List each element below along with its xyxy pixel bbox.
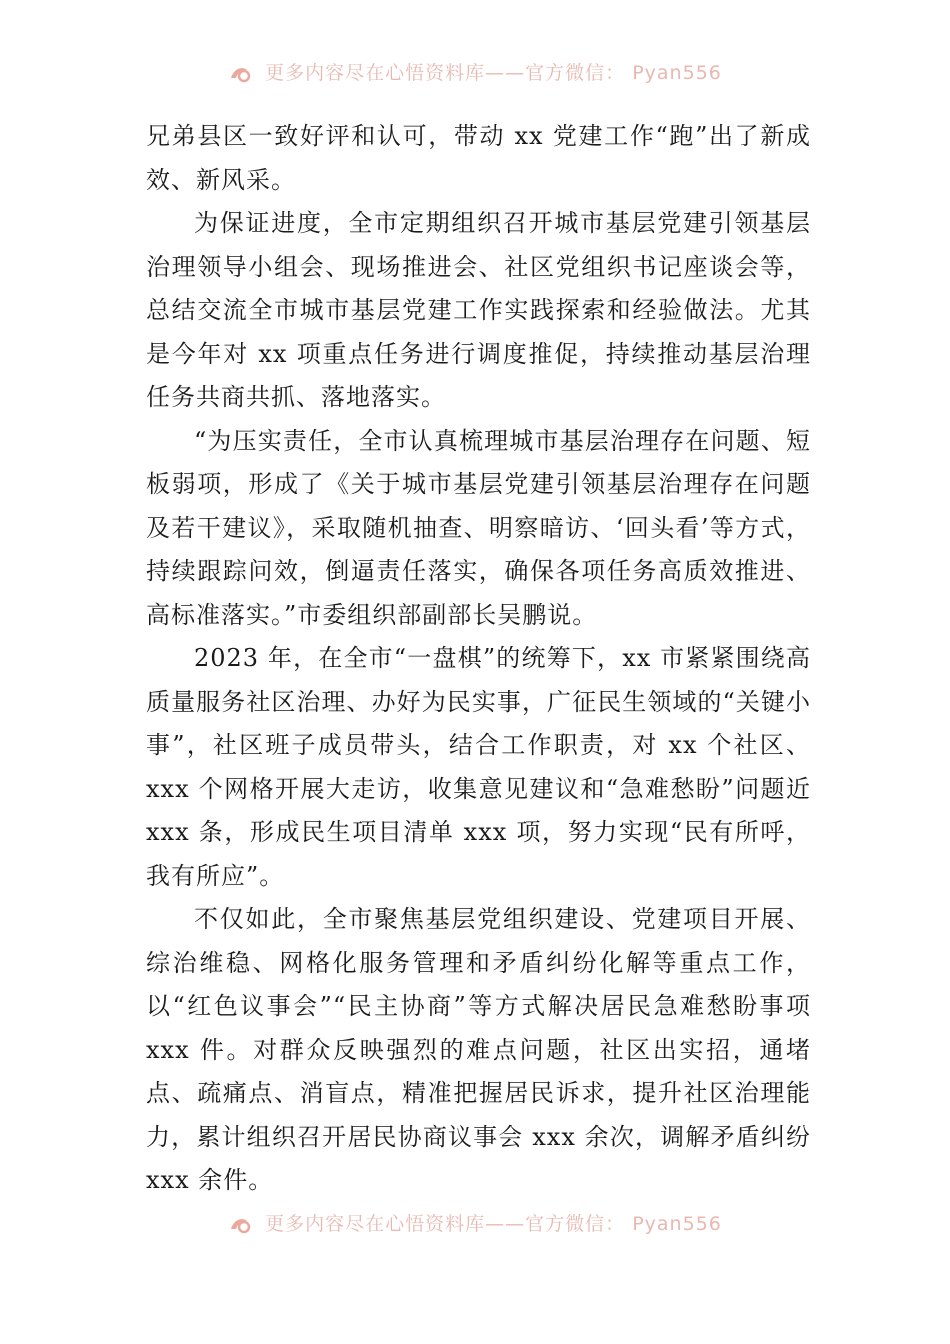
paragraph-4: 2023 年，在全市“一盘棋”的统筹下，xx 市紧紧围绕高质量服务社区治理、办好为民实事，广征民生领域的“关键小事”，社区班子成员带头，结合工作职责，对 xx 个社区、xxx 个网格开展大走访，收集意见建议和“急难愁盼”问题近 xxx 条，形成民生项目清单 xxx 项，努力实现“民有所呼，我有所应”。 [146, 644, 811, 890]
paragraph-3: “为压实责任，全市认真梳理城市基层治理存在问题、短板弱项，形成了《关于城市基层党建引领基层治理存在问题及若干建议》，采取随机抽查、明察暗访、‘回头看’等方式，持续跟踪问效，倒逼责任落实，确保各项任务高质效推进、高标准落实。”市委组织部副部长吴鹏说。 [146, 426, 811, 629]
paragraph-5: 不仅如此，全市聚焦基层党组织建设、党建项目开展、综治维稳、网格化服务管理和矛盾纠纷化解等重点工作，以“红色议事会”“民主协商”等方式解决居民急难愁盼事项 xxx 件。对群众反映强烈的难点问题，社区出实招，通堵点、疏痛点、消盲点，精准把握居民诉求，提升社区治理能力，累计组织召开居民协商议事会 xxx 余次，调解矛盾纠纷 xxx 余件。 [146, 905, 811, 1194]
header-watermark [0, 58, 950, 86]
watermark-text: 更多内容尽在心悟资料库——官方微信： Pyan556 [265, 62, 722, 84]
watermark-logo-icon [228, 64, 254, 84]
paragraph-1: 兄弟县区一致好评和认可，带动 xx 党建工作“跑”出了新成效、新风采。 [146, 122, 811, 194]
watermark-text: 更多内容尽在心悟资料库——官方微信： Pyan556 [265, 1213, 722, 1235]
document-body [146, 115, 811, 1203]
paragraph-2: 为保证进度，全市定期组织召开城市基层党建引领基层治理领导小组会、现场推进会、社区党组织书记座谈会等，总结交流全市城市基层党建工作实践探索和经验做法。尤其是今年对 xx 项重点任务进行调度推促，持续推动基层治理任务共商共抓、落地落实。 [146, 209, 811, 411]
footer-watermark [0, 1209, 950, 1237]
watermark-logo-icon [228, 1215, 254, 1235]
